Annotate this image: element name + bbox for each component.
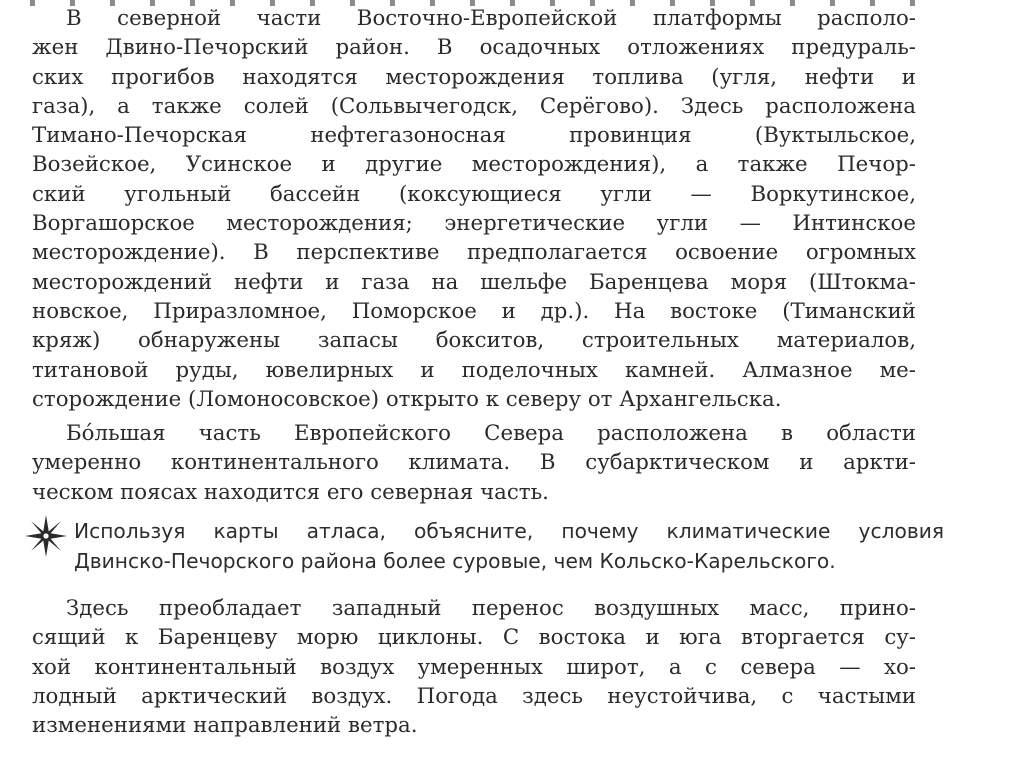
paragraph-mineral-resources (32, 4, 916, 414)
text-line: Возейское, Усинское и другие месторождения), а также Печор- (32, 152, 916, 178)
paragraph-climate (32, 419, 916, 507)
text-line: сторождение (Ломоносовское) открыто к северу от Архангельска. (32, 386, 782, 412)
text-line: газа), а также солей (Сольвычегодск, Серёгово). Здесь расположена (32, 93, 916, 119)
text-line: сящий к Баренцеву морю циклоны. С востока и юга вторгается су- (32, 625, 916, 651)
task-line: Двинско-Печорского района более суровые, чем Кольско-Карельского. (74, 549, 836, 573)
task-line: Используя карты атласа, объясните, почему климатические условия (74, 519, 944, 543)
text-line: месторождение). В перспективе предполагается освоение огромных (32, 240, 916, 266)
text-line: Здесь преобладает западный перенос воздушных масс, прино- (66, 596, 916, 621)
paragraph-air-masses (32, 594, 916, 740)
text-line: лодный арктический воздух. Погода здесь неустойчива, с частыми (32, 683, 916, 709)
text-line: ских прогибов находятся месторождения топлива (угля, нефти и (32, 64, 916, 90)
compass-star-icon (24, 514, 68, 558)
task-block (24, 512, 944, 582)
text-line: новское, Приразломное, Поморское и др.). На востоке (Тиманский (32, 298, 916, 324)
text-line: Тимано-Печорская нефтегазоносная провинция (Вуктыльское, (32, 123, 916, 149)
text-line: хой континентальный воздух умеренных широт, а с севера — хо- (32, 654, 916, 680)
text-line: месторождений нефти и газа на шельфе Баренцева моря (Штокма- (32, 269, 916, 295)
text-line: ский угольный бассейн (коксующиеся угли — Воркутинское, (32, 181, 916, 207)
text-line: В северной части Восточно-Европейской платформы располо- (66, 6, 916, 31)
text-line: Бóльшая часть Европейского Севера расположена в области (66, 421, 916, 446)
text-line: изменениями направлений ветра. (32, 713, 418, 739)
text-line: ческом поясах находится его северная часть. (32, 479, 549, 505)
text-line: жен Двино-Печорский район. В осадочных отложениях предураль- (32, 35, 916, 61)
text-line: титановой руды, ювелирных и поделочных камней. Алмазное ме- (32, 357, 916, 383)
text-line: умеренно континентального климата. В субарктическом и аркти- (32, 450, 916, 476)
text-line: Воргашорское месторождения; энергетические угли — Интинское (32, 211, 916, 237)
task-text (74, 516, 944, 576)
text-line: кряж) обнаружены запасы бокситов, строительных материалов, (32, 328, 916, 354)
